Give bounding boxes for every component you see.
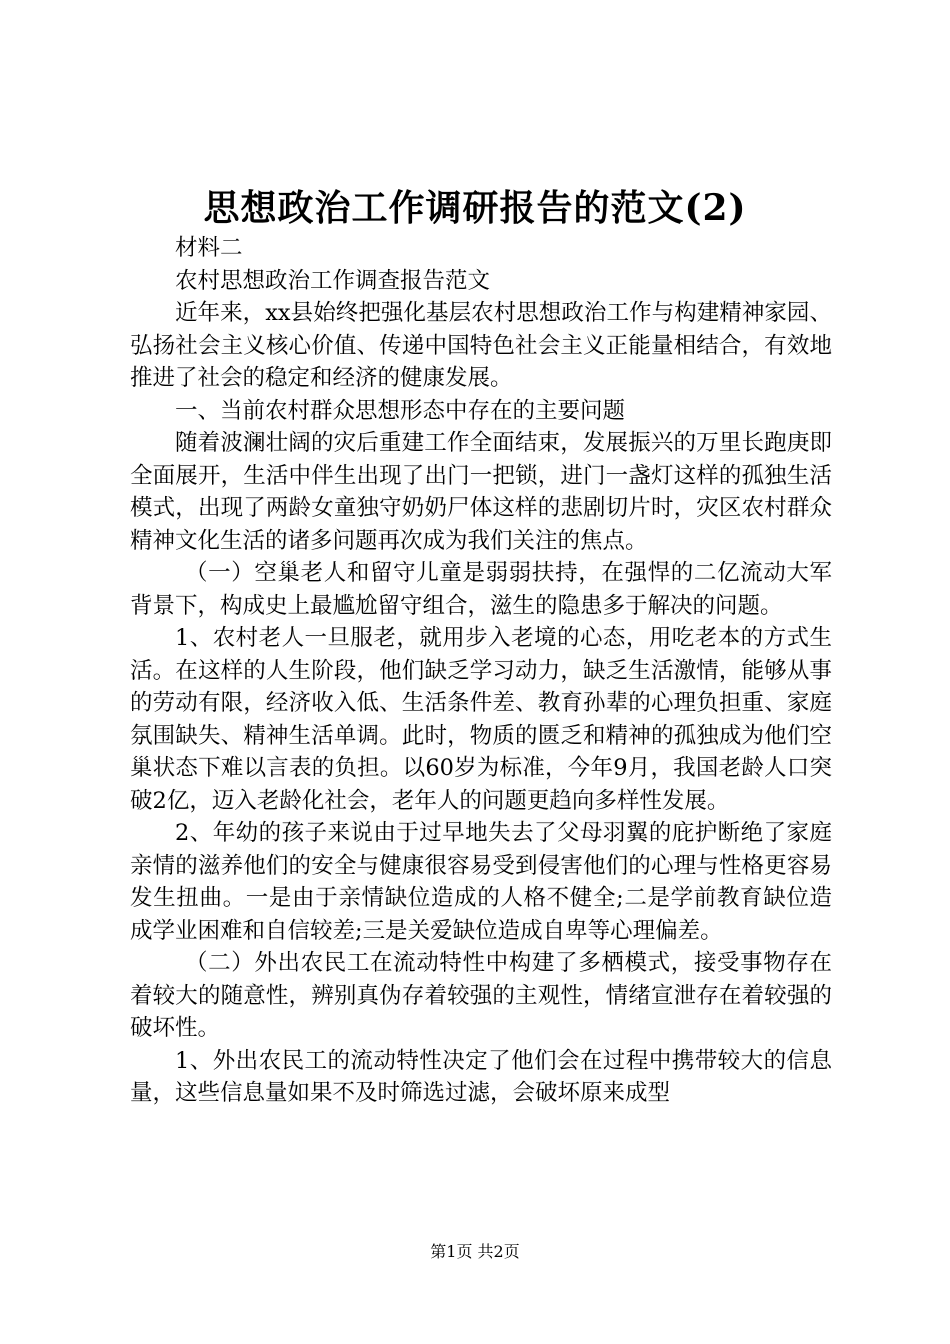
page-number-footer: 第1页 共2页 xyxy=(430,1242,520,1261)
subsection-heading-1: （一）空巢老人和留守儿童是弱弱扶持，在强悍的二亿流动大军背景下，构成史上最尴尬留守组合，滋生的隐患多于解决的问题。 xyxy=(130,560,832,619)
section-heading-1: 一、当前农村群众思想形态中存在的主要问题 xyxy=(175,397,626,424)
document-body xyxy=(130,232,832,1110)
document-title: 思想政治工作调研报告的范文(2) xyxy=(203,187,747,229)
paragraph-background: 随着波澜壮阔的灾后重建工作全面结束，发展振兴的万里长跑庚即全面展开，生活中伴生出现了出门一把锁，进门一盏灯这样的孤独生活模式，出现了两龄女童独守奶奶尸体这样的悲剧切片时，灾区农村群众精神文化生活的诸多问题再次成为我们关注的焦点。 xyxy=(130,430,832,554)
paragraph-item-1-migrant-workers: 1、外出农民工的流动特性决定了他们会在过程中携带较大的信息量，这些信息量如果不及时筛选过滤，会破坏原来成型 xyxy=(130,1047,832,1106)
paragraph-intro: 近年来，xx县始终把强化基层农村思想政治工作与构建精神家园、弘扬社会主义核心价值、传递中国特色社会主义正能量相结合，有效地推进了社会的稳定和经济的健康发展。 xyxy=(130,300,832,391)
paragraph-item-2-children: 2、年幼的孩子来说由于过早地失去了父母羽翼的庇护断绝了家庭亲情的滋养他们的安全与健康很容易受到侵害他们的心理与性格更容易发生扭曲。一是由于亲情缺位造成的人格不健全;二是学前教育缺位造成学业困难和自信较差;三是关爱缺位造成自卑等心理偏差。 xyxy=(130,820,832,944)
paragraph-subtitle: 农村思想政治工作调查报告范文 xyxy=(175,267,491,294)
subsection-heading-2: （二）外出农民工在流动特性中构建了多栖模式，接受事物存在着较大的随意性，辨别真伪存着较强的主观性，情绪宣泄存在着较强的破坏性。 xyxy=(130,950,832,1041)
paragraph-material-label: 材料二 xyxy=(175,235,243,261)
paragraph-item-1-elderly: 1、农村老人一旦服老，就用步入老境的心态，用吃老本的方式生活。在这样的人生阶段，他们缺乏学习动力，缺乏生活激情，能够从事的劳动有限，经济收入低、生活条件差、教育孙辈的心理负担重、家庭氛围缺失、精神生活单调。此时，物质的匮乏和精神的孤独成为他们空巢状态下难以言表的负担。以60岁为标准，今年9月，我国老龄人口突破2亿，迈入老龄化社会，老年人的问题更趋向多样性发展。 xyxy=(130,625,832,814)
